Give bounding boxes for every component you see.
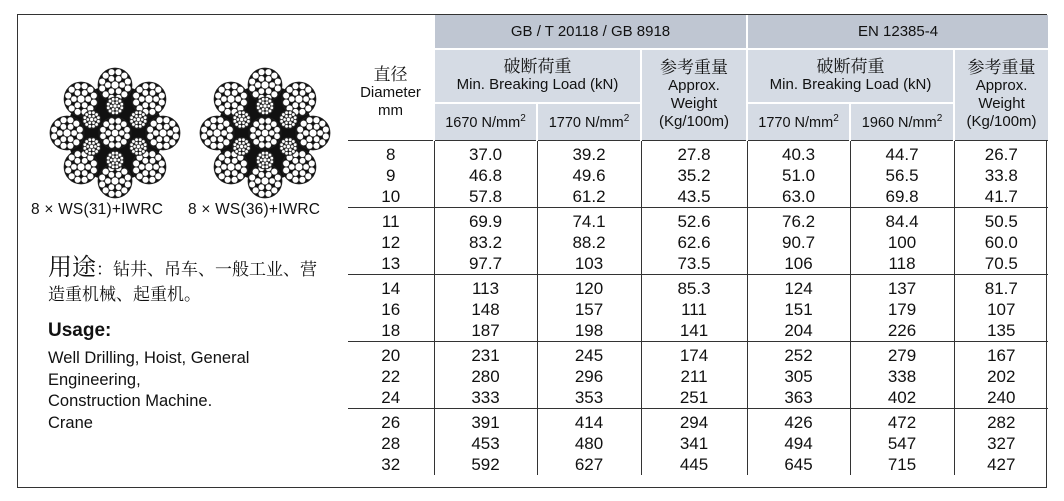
spec-table-body <box>348 141 1048 476</box>
table-value: 13 <box>381 254 401 273</box>
left-panel <box>18 15 348 487</box>
table-cell-dia <box>348 409 434 476</box>
table-value: 113 <box>471 279 500 298</box>
table-value: 84.4 <box>885 212 919 231</box>
rope-cross-section-ws36 <box>200 68 330 198</box>
en-weight-header: 参考重量 Approx. Weight (Kg/100m) <box>954 49 1048 141</box>
table-row-group <box>348 409 1048 476</box>
table-value: 24 <box>381 388 401 407</box>
table-value: 107 <box>987 300 1016 319</box>
table-value: 137 <box>887 279 917 298</box>
table-cell-en1960 <box>850 208 954 275</box>
table-value: 90.7 <box>781 233 816 252</box>
table-value: 174 <box>679 346 709 365</box>
table-value: 715 <box>887 455 917 474</box>
table-value: 62.6 <box>677 233 711 252</box>
table-value: 10 <box>381 187 401 206</box>
table-value: 85.3 <box>677 279 711 298</box>
table-value: 426 <box>784 413 813 432</box>
spec-sheet <box>17 14 1047 488</box>
table-value: 204 <box>784 321 813 340</box>
table-value: 252 <box>784 346 813 365</box>
table-cell-gbwt <box>641 409 747 476</box>
table-value: 60.0 <box>984 233 1018 252</box>
table-value: 124 <box>784 279 813 298</box>
table-value: 9 <box>386 166 396 185</box>
table-cell-gb1670 <box>434 208 537 275</box>
table-value: 327 <box>987 434 1016 453</box>
gb-breaking-load-header: 破断荷重 Min. Breaking Load (kN) <box>434 49 641 103</box>
table-value: 547 <box>887 434 917 453</box>
table-value: 494 <box>784 434 813 453</box>
usage-line: Crane <box>48 413 93 432</box>
table-value: 363 <box>784 388 813 407</box>
table-row-group <box>348 275 1048 342</box>
table-value: 305 <box>784 367 813 386</box>
table-value: 148 <box>471 300 500 319</box>
table-value: 202 <box>987 367 1016 386</box>
table-cell-en1960 <box>850 275 954 342</box>
table-value: 22 <box>381 367 401 386</box>
table-value: 294 <box>679 413 709 432</box>
table-value: 69.9 <box>468 212 503 231</box>
table-value: 480 <box>574 434 604 453</box>
grade-header-gb-1770: 1770 $N/mm^2$ <box>537 103 641 141</box>
grade-header-en-1770: 1770 $N/mm^2$ <box>747 103 850 141</box>
table-value: 83.2 <box>468 233 503 252</box>
table-value: 43.5 <box>677 187 711 206</box>
table-cell-gb1670 <box>434 141 537 208</box>
table-cell-enwt <box>954 141 1048 208</box>
table-value: 46.8 <box>468 166 503 185</box>
table-value: 63.0 <box>781 187 816 206</box>
table-cell-dia <box>348 208 434 275</box>
table-cell-dia <box>348 275 434 342</box>
table-value: 37.0 <box>468 145 503 164</box>
table-value: 151 <box>784 300 813 319</box>
table-value: 18 <box>381 321 401 340</box>
table-cell-enwt <box>954 409 1048 476</box>
table-value: 231 <box>471 346 500 365</box>
table-value: 76.2 <box>781 212 816 231</box>
table-value: 41.7 <box>984 187 1018 206</box>
rope-caption-ws31: 8 × WS(31)+IWRC <box>31 201 164 218</box>
table-value: 52.6 <box>677 212 711 231</box>
table-cell-gbwt <box>641 342 747 409</box>
usage-english <box>48 348 249 434</box>
table-value: 198 <box>574 321 604 340</box>
table-value: 8 <box>386 145 396 164</box>
table-value: 402 <box>887 388 917 407</box>
table-value: 427 <box>987 455 1016 474</box>
table-cell-enwt <box>954 208 1048 275</box>
table-row-group <box>348 342 1048 409</box>
rope-cross-section-ws31 <box>50 68 180 198</box>
table-value: 120 <box>574 279 604 298</box>
table-value: 157 <box>574 300 604 319</box>
table-value: 592 <box>471 455 500 474</box>
table-value: 333 <box>471 388 500 407</box>
table-value: 16 <box>381 300 401 319</box>
table-value: 391 <box>471 413 500 432</box>
grade-header-en-1960: 1960 $N/mm^2$ <box>850 103 954 141</box>
table-cell-enwt <box>954 342 1048 409</box>
gb-weight-header: 参考重量 Approx. Weight (Kg/100m) <box>641 49 747 141</box>
usage-chinese-title: 用途 <box>48 254 96 281</box>
table-row-group <box>348 208 1048 275</box>
table-value: 111 <box>681 300 707 319</box>
table-value: 341 <box>679 434 709 453</box>
diameter-header: 直径 Diameter mm <box>360 64 421 119</box>
table-value: 472 <box>887 413 917 432</box>
usage-line: Construction Machine. <box>48 392 213 410</box>
table-value: 187 <box>471 321 500 340</box>
table-value: 26 <box>381 413 401 432</box>
table-value: 51.0 <box>781 166 816 185</box>
table-cell-gb1670 <box>434 275 537 342</box>
table-value: 88.2 <box>572 233 606 252</box>
table-value: 211 <box>680 367 708 386</box>
table-value: 338 <box>887 367 917 386</box>
table-row-group <box>348 141 1048 208</box>
usage-english-title: Usage: <box>48 320 112 341</box>
table-value: 73.5 <box>677 254 711 273</box>
table-value: 135 <box>987 321 1016 340</box>
table-value: 179 <box>887 300 917 319</box>
table-value: 627 <box>574 455 604 474</box>
table-value: 11 <box>381 212 400 231</box>
table-cell-gbwt <box>641 208 747 275</box>
table-value: 245 <box>574 346 604 365</box>
table-value: 14 <box>381 279 401 298</box>
table-value: 74.1 <box>572 212 606 231</box>
table-value: 453 <box>471 434 500 453</box>
table-value: 61.2 <box>572 187 606 206</box>
table-cell-gb1770 <box>537 208 641 275</box>
table-cell-en1960 <box>850 342 954 409</box>
table-value: 100 <box>887 233 917 252</box>
table-cell-en1960 <box>850 141 954 208</box>
table-value: 296 <box>574 367 604 386</box>
table-value: 69.8 <box>885 187 919 206</box>
usage-line: Well Drilling, Hoist, General <box>48 349 250 367</box>
rope-caption-ws36: 8 × WS(36)+IWRC <box>188 201 321 218</box>
table-cell-gb1670 <box>434 342 537 409</box>
table-value: 103 <box>574 254 604 273</box>
table-value: 226 <box>887 321 917 340</box>
table-value: 167 <box>987 346 1016 365</box>
table-value: 118 <box>888 254 916 273</box>
table-value: 251 <box>679 388 709 407</box>
table-value: 20 <box>381 346 401 365</box>
table-cell-en1770 <box>747 141 850 208</box>
table-value: 97.7 <box>468 254 503 273</box>
table-value: 35.2 <box>677 166 711 185</box>
table-value: 12 <box>381 233 401 252</box>
table-cell-en1770 <box>747 409 850 476</box>
table-value: 106 <box>784 254 813 273</box>
table-cell-en1770 <box>747 208 850 275</box>
table-cell-dia <box>348 342 434 409</box>
table-value: 240 <box>987 388 1016 407</box>
table-value: 39.2 <box>572 145 606 164</box>
table-value: 645 <box>784 455 813 474</box>
usage-line: Engineering, <box>48 370 141 389</box>
table-value: 445 <box>679 455 709 474</box>
table-value: 49.6 <box>572 166 606 185</box>
table-cell-gb1770 <box>537 409 641 476</box>
table-value: 32 <box>381 455 401 474</box>
table-value: 81.7 <box>984 279 1018 298</box>
table-value: 27.8 <box>677 145 711 164</box>
table-cell-gbwt <box>641 141 747 208</box>
table-cell-gbwt <box>641 275 747 342</box>
table-value: 50.5 <box>984 212 1018 231</box>
table-value: 282 <box>987 413 1016 432</box>
table-cell-en1960 <box>850 409 954 476</box>
en-breaking-load-header: 破断荷重 Min. Breaking Load (kN) <box>747 49 954 103</box>
usage-chinese-text: ：钻井、吊车、一般工业、营造重机械、起重机。 <box>48 260 317 304</box>
table-value: 44.7 <box>885 145 919 164</box>
standard-gb-header: GB / T 20118 / GB 8918 <box>434 15 747 49</box>
table-value: 33.8 <box>984 166 1018 185</box>
table-cell-gb1670 <box>434 409 537 476</box>
table-cell-gb1770 <box>537 141 641 208</box>
table-value: 57.8 <box>468 187 503 206</box>
table-value: 414 <box>574 413 604 432</box>
spec-table <box>348 15 1048 475</box>
table-cell-enwt <box>954 275 1048 342</box>
standard-en-header: EN 12385-4 <box>747 15 1048 49</box>
table-value: 56.5 <box>885 166 919 185</box>
table-value: 353 <box>574 388 604 407</box>
grade-header-gb-1670: 1670 $N/mm^2$ <box>434 103 537 141</box>
table-value: 141 <box>679 321 709 340</box>
table-value: 26.7 <box>984 145 1018 164</box>
table-cell-en1770 <box>747 342 850 409</box>
table-value: 279 <box>887 346 917 365</box>
table-value: 70.5 <box>984 254 1018 273</box>
table-cell-gb1770 <box>537 342 641 409</box>
table-value: 40.3 <box>781 145 816 164</box>
table-cell-dia <box>348 141 434 208</box>
table-cell-en1770 <box>747 275 850 342</box>
usage-chinese <box>48 255 318 307</box>
table-value: 280 <box>471 367 500 386</box>
rope-cross-sections <box>40 63 340 213</box>
table-value: 28 <box>381 434 401 453</box>
table-cell-gb1770 <box>537 275 641 342</box>
